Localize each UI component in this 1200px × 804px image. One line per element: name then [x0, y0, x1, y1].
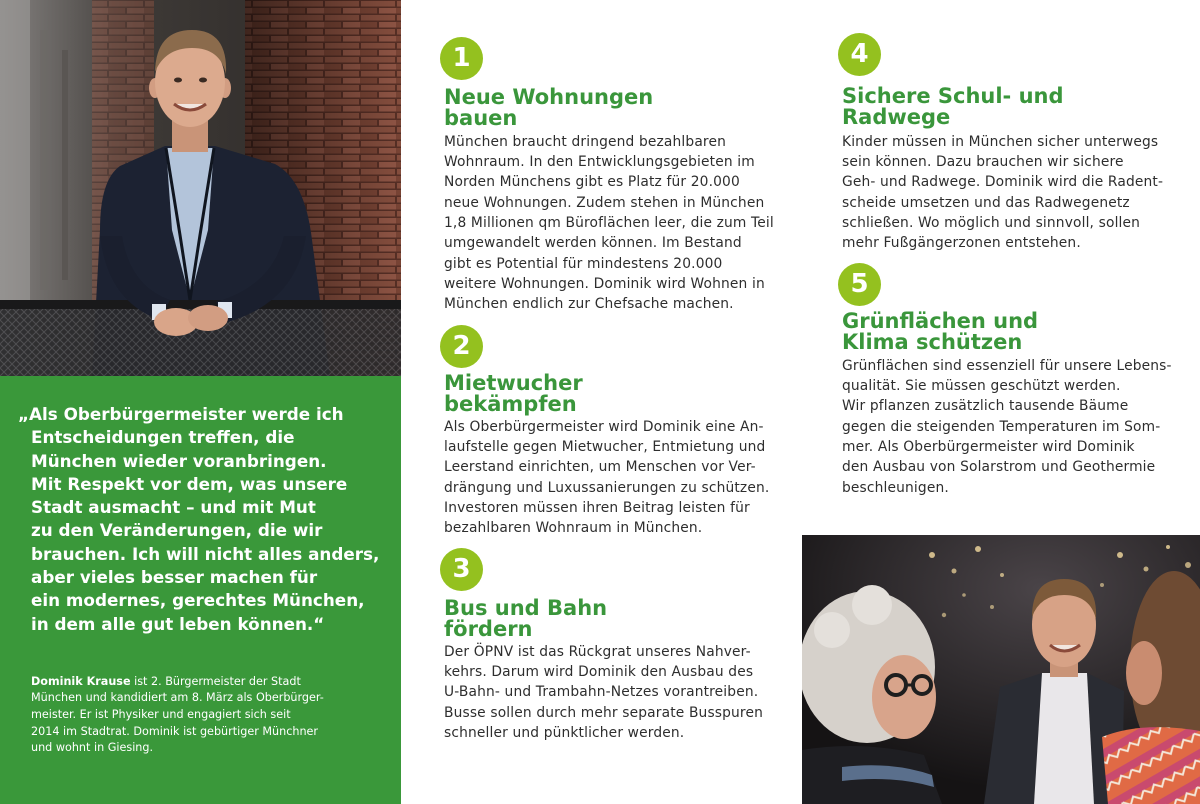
candidate-bio — [31, 674, 324, 758]
bio-line — [31, 674, 324, 691]
section-number-badge — [838, 263, 881, 306]
section-heading — [842, 308, 1039, 354]
heading-line: Radwege — [842, 104, 951, 129]
heading-line: Neue Wohnungen — [444, 84, 654, 109]
body-line: Kinder müssen in München sicher unterwegs — [842, 133, 1159, 150]
section-body — [444, 132, 774, 315]
body-line: gibt es Potential für mindestens 20.000 — [444, 255, 723, 272]
body-line: U-Bahn- und Trambahn-Netzes vorantreiben. — [444, 684, 759, 701]
quote-line: Entscheidungen treffen, die — [31, 427, 295, 448]
body-line: beschleunigen. — [842, 479, 949, 496]
section-heading — [842, 83, 1064, 129]
quote-line: brauchen. Ich will nicht alles anders, — [31, 543, 380, 564]
body-line: Busse sollen durch mehr separate Busspuren — [444, 704, 763, 721]
section-heading — [444, 84, 654, 130]
body-line: Leerstand einrichten, um Menschen vor Ver- — [444, 459, 756, 476]
portrait-photo — [0, 0, 401, 376]
body-line: neue Wohnungen. Zudem stehen in München — [444, 194, 765, 211]
bio-line: München und kandidiert am 8. März als Oberbürger- — [31, 691, 324, 705]
bio-line: 2014 im Stadtrat. Dominik ist gebürtiger Münchner — [31, 724, 319, 738]
quote-box — [0, 376, 401, 804]
body-line: 1,8 Millionen qm Büroflächen leer, die zum Teil — [444, 214, 774, 231]
section-body — [444, 642, 763, 743]
quote-line: Mit Respekt vor dem, was unsere — [31, 473, 348, 494]
heading-line: fördern — [444, 616, 533, 641]
section-heading — [444, 370, 583, 416]
heading-line: bekämpfen — [444, 391, 577, 416]
body-line: Der ÖPNV ist das Rückgrat unseres Nahver- — [444, 643, 751, 660]
body-line: mehr Fußgängerzonen entstehen. — [842, 235, 1081, 252]
quote-line: in dem alle gut leben können.“ — [31, 613, 325, 634]
candidate-quote — [18, 403, 380, 636]
body-line: München endlich zur Chefsache machen. — [444, 296, 734, 313]
event-illustration — [802, 535, 1200, 804]
body-line: gegen die steigenden Temperaturen im Som- — [842, 418, 1161, 435]
body-line: Grünflächen sind essenziell für unsere Lebens- — [842, 357, 1172, 374]
section-heading — [444, 595, 608, 641]
bio-line: und wohnt in Giesing. — [31, 741, 154, 755]
quote-line: „Als Oberbürgermeister werde ich — [18, 404, 344, 424]
section-number-badge — [838, 33, 881, 76]
heading-line: Mietwucher — [444, 370, 583, 395]
body-line: München braucht dringend bezahlbaren — [444, 133, 726, 150]
body-line: Wir pflanzen zusätzlich tausende Bäume — [842, 398, 1129, 415]
bio-text: ist 2. Bürgermeister der Stadt — [130, 674, 301, 688]
body-line: umgewandelt werden können. Im Bestand — [444, 235, 742, 252]
body-line: drängung und Luxussanierungen zu schützen. — [444, 479, 770, 496]
section-number: 3 — [452, 554, 471, 584]
quote-line: Stadt ausmacht – und mit Mut — [31, 497, 316, 518]
body-line: bezahlbaren Wohnraum in München. — [444, 520, 703, 537]
quote-line: aber vieles besser machen für — [31, 567, 318, 588]
event-photo — [802, 535, 1200, 804]
body-line: sein können. Dazu brauchen wir sichere — [842, 154, 1124, 171]
section-body — [842, 132, 1163, 254]
body-line: weitere Wohnungen. Dominik wird Wohnen in — [444, 275, 765, 292]
heading-line: Bus und Bahn — [444, 595, 608, 620]
quote-line: München wieder voranbringen. — [31, 450, 327, 471]
body-line: kehrs. Darum wird Dominik den Ausbau des — [444, 664, 754, 681]
section-number: 5 — [850, 269, 869, 299]
body-line: Norden Münchens gibt es Platz für 20.000 — [444, 174, 740, 191]
body-line: mer. Als Oberbürgermeister wird Dominik — [842, 438, 1135, 455]
section-body — [444, 417, 769, 539]
heading-line: Klima schützen — [842, 329, 1023, 354]
body-line: Investoren müssen ihren Beitrag leisten für — [444, 499, 750, 516]
quote-line: ein modernes, gerechtes München, — [31, 590, 365, 611]
body-line: Geh- und Radwege. Dominik wird die Radent- — [842, 174, 1164, 191]
section-number: 2 — [452, 331, 471, 361]
bio-line: meister. Er ist Physiker und engagiert sich seit — [31, 708, 291, 721]
heading-line: Sichere Schul- und — [842, 83, 1064, 108]
body-line: Als Oberbürgermeister wird Dominik eine An- — [444, 418, 764, 435]
body-line: qualität. Sie müssen geschützt werden. — [842, 378, 1121, 395]
section-number-badge — [440, 37, 483, 80]
body-line: Wohnraum. In den Entwicklungsgebieten im — [444, 154, 755, 171]
heading-line: Grünflächen und — [842, 308, 1039, 333]
body-line: laufstelle gegen Mietwucher, Entmietung und — [444, 439, 766, 456]
section-number-badge — [440, 325, 483, 368]
body-line: schließen. Wo möglich und sinnvoll, sollen — [842, 214, 1141, 231]
section-number-badge — [440, 548, 483, 591]
body-line: schneller und pünktlicher werden. — [444, 724, 685, 741]
quote-line: zu den Veränderungen, die wir — [31, 520, 323, 541]
section-number: 4 — [850, 39, 869, 69]
body-line: den Ausbau von Solarstrom und Geothermie — [842, 459, 1156, 476]
candidate-name: Dominik Krause — [31, 674, 131, 688]
heading-line: bauen — [444, 105, 518, 130]
section-body — [842, 356, 1172, 498]
section-number: 1 — [452, 43, 471, 73]
body-line: scheide umsetzen und das Radwegenetz — [842, 194, 1130, 211]
portrait-illustration — [0, 0, 401, 376]
